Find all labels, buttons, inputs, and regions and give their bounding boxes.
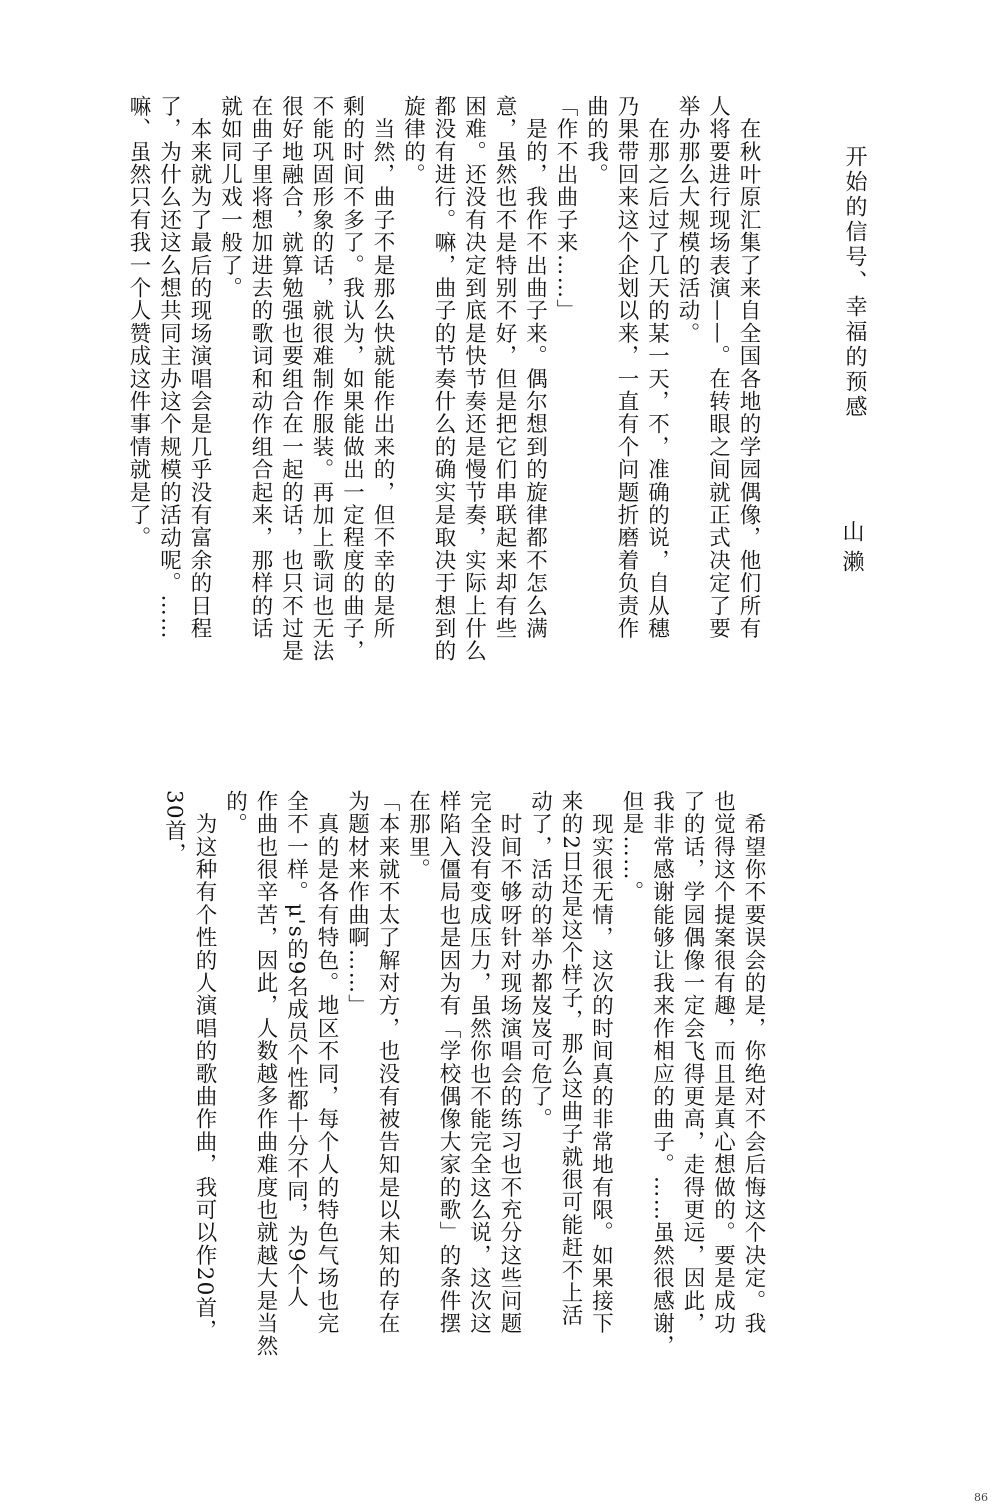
text-column: 在那里。 bbox=[405, 790, 431, 881]
text-column: 举办那么大规模的活动。 bbox=[675, 95, 700, 345]
text-column: 本来就为了最后的现场演唱会是几乎没有富余的日程 bbox=[187, 95, 212, 640]
text-column: 旋律的。 bbox=[400, 95, 426, 186]
upper-text-block bbox=[126, 95, 763, 735]
text-column: 剩的时间不多了。我认为，如果能做出一定程度的曲子， bbox=[339, 95, 365, 663]
text-column: 了的话，学园偶像一定会飞得更高，走得更远，因此， bbox=[680, 790, 705, 1335]
text-column: 就如同儿戏一般了。 bbox=[217, 95, 243, 300]
text-column: 完全没有变成压力，虽然你也不能完全这么说，这次这 bbox=[466, 790, 492, 1335]
text-column: 很好地融合，就算勉强也要组合在一起的话，也只不过是 bbox=[278, 95, 304, 663]
text-column: 为题材来作曲啊……」 bbox=[344, 790, 370, 1017]
text-column: 不能巩固形象的话，就很难制作服装。再加上歌词也无法 bbox=[309, 95, 334, 663]
text-column: 时间不够呀针对现场演唱会的练习也不充分这些问题 bbox=[497, 790, 522, 1335]
text-column: 是的，我作不出曲子来。偶尔想到的旋律都不怎么满 bbox=[522, 95, 548, 640]
text-column: 现实很无情，这次的时间真的非常地有限。如果接下 bbox=[588, 790, 614, 1335]
text-column: 但是……。 bbox=[619, 790, 644, 904]
text-column: 在那之后过了几天的某一天，不，准确的说，自从穗 bbox=[644, 95, 670, 640]
text-column: 为这种有个性的人演唱的歌曲作曲，我可以作20首， bbox=[192, 790, 217, 1342]
text-column: 乃果带回来这个企划以来，一直有个问题折磨着负责作 bbox=[614, 95, 639, 640]
text-column: 都没有进行。嘛，曲子的节奏什么的确实是取决于想到的 bbox=[431, 95, 456, 663]
text-column: 我非常感谢能够让我来作相应的曲子。……虽然很感谢， bbox=[649, 790, 675, 1358]
text-column: 意，虽然也不是特别不好，但是把它们串联起来却有些 bbox=[492, 95, 517, 640]
text-column: 在曲子里将想加进去的歌词和动作组合起来，那样的话 bbox=[248, 95, 273, 640]
text-column: 当然，曲子不是那么快就能作出来的，但不幸的是所 bbox=[370, 95, 395, 640]
text-column: 在秋叶原汇集了来自全国各地的学园偶像，他们所有 bbox=[736, 95, 761, 640]
chapter-title: 开始的信号、幸福的预感 bbox=[842, 145, 867, 420]
author-name: 山濑 bbox=[839, 520, 864, 580]
text-column: 样陷入僵局也是因为有「学校偶像大家的歌」的条件摆 bbox=[436, 790, 461, 1335]
text-column: 希望你不要误会的是，你绝对不会后悔这个决定。我 bbox=[741, 790, 766, 1335]
text-column: 的。 bbox=[222, 790, 248, 836]
text-column: 30首， bbox=[161, 790, 187, 866]
text-column: 来的2日还是这个样子，那么这曲子就很可能赶不上活 bbox=[558, 790, 583, 1327]
text-column: 「作不出曲子来……」 bbox=[553, 95, 578, 322]
text-column: 人将要进行现场表演——。在转眼之间就正式决定了要 bbox=[705, 95, 731, 640]
text-column: 也觉得这个提案很有趣，而且是真心想做的。要是成功 bbox=[710, 790, 736, 1335]
page-number: 86 bbox=[974, 1491, 988, 1504]
text-column: 困难。还没有决定到底是快节奏还是慢节奏，实际上什么 bbox=[461, 95, 487, 663]
text-column: 全不一样。μ's的9名成员个性都十分不同，为9个人 bbox=[283, 790, 309, 1309]
text-column: 嘛、虽然只有我一个人赞成这件事情就是了。 bbox=[126, 95, 151, 549]
text-column: 「本来就不太了解对方，也没有被告知是以未知的存在 bbox=[375, 790, 400, 1335]
text-column: 作曲也很辛苦，因此，人数越多作曲难度也就越大是当然 bbox=[253, 790, 278, 1358]
text-column: 曲的我。 bbox=[583, 95, 609, 186]
text-column: 了，为什么还这么想共同主办这个规模的活动呢。…… bbox=[156, 95, 182, 640]
text-column: 动了，活动的举办都岌岌可危了。 bbox=[527, 790, 553, 1131]
lower-text-block bbox=[161, 790, 768, 1430]
text-column: 真的是各有特色。地区不同，每个人的特色气场也完 bbox=[314, 790, 339, 1335]
